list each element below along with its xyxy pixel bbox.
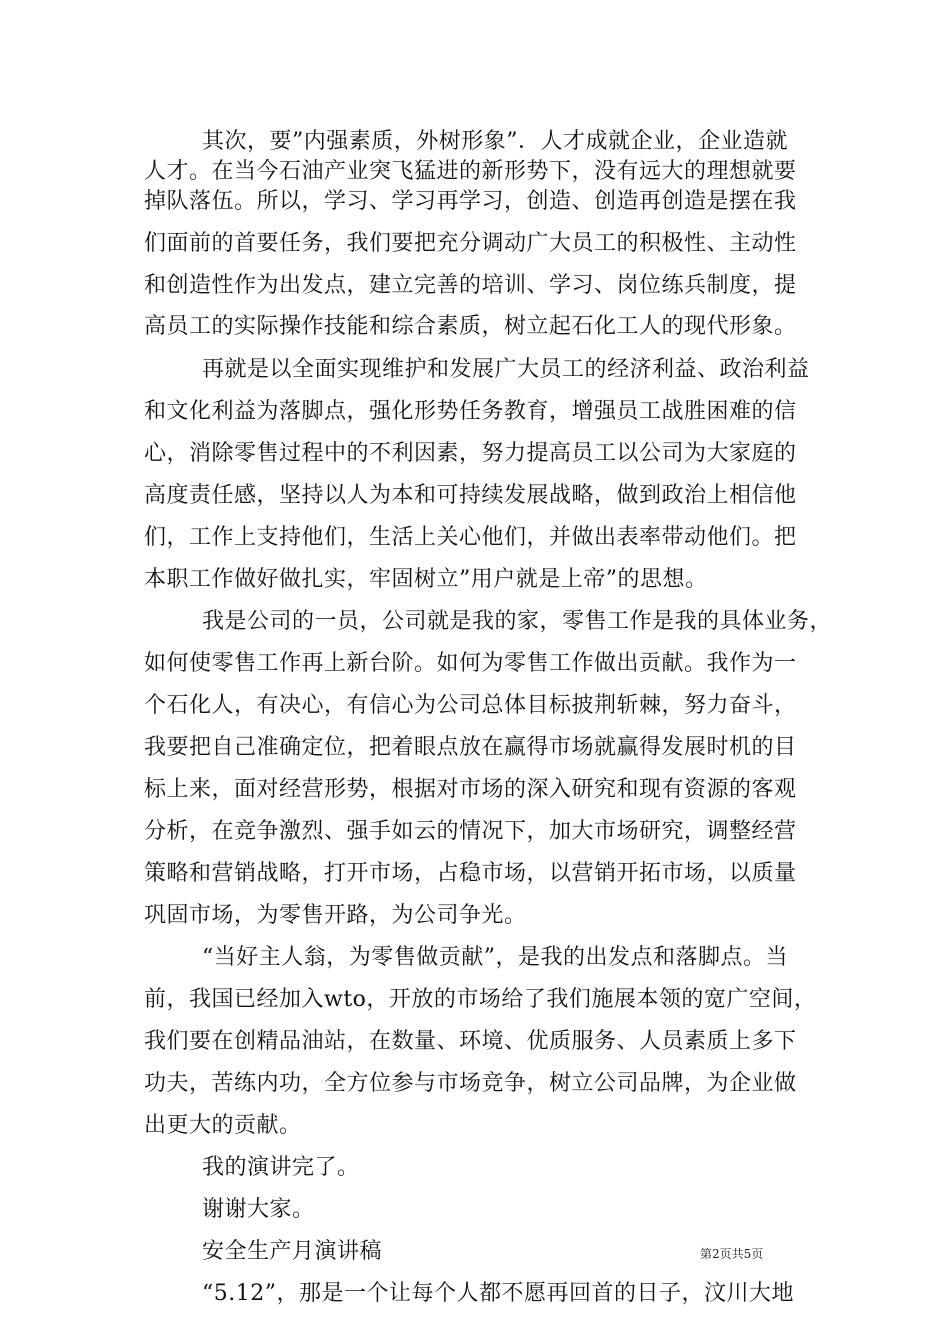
text-line: 其次，要”内强素质，外树形象”．人才成就企业，企业造就 — [202, 129, 788, 154]
text-line: 如何使零售工作再上新台阶。如何为零售工作做出贡献。我作为一 — [144, 651, 797, 676]
text-line: 和文化利益为落脚点，强化形势任务教育，增强员工战胜困难的信 — [144, 399, 797, 424]
text-line: 人才。在当今石油产业突飞猛进的新形势下，没有远大的理想就要 — [144, 159, 797, 184]
text-line: 我是公司的一员，公司就是我的家，零售工作是我的具体业务， — [202, 609, 833, 634]
page-indicator: 第2页共5页 — [700, 1247, 764, 1261]
text-line: 们面前的首要任务，我们要把充分调动广大员工的积极性、主动性 — [144, 231, 797, 256]
text-line: 巩固市场，为零售开路，为公司争光。 — [144, 903, 527, 928]
text-line: 分析，在竞争激烈、强手如云的情况下，加大市场研究，调整经营 — [144, 819, 797, 844]
text-line: 本职工作做好做扎实，牢固树立”用户就是上帝”的思想。 — [144, 567, 708, 592]
text-line: 们，工作上支持他们，生活上关心他们，并做出表率带动他们。把 — [144, 525, 797, 550]
text-line: 策略和营销战略，打开市场，占稳市场，以营销开拓市场，以质量 — [144, 861, 797, 886]
text-line: 我们要在创精品油站，在数量、环境、优质服务、人员素质上多下 — [144, 1029, 797, 1054]
text-line: 掉队落伍。所以，学习、学习再学习，创造、创造再创造是摆在我 — [144, 189, 797, 214]
text-line: 我的演讲完了。 — [202, 1155, 360, 1180]
text-line: 心，消除零售过程中的不利因素，努力提高员工以公司为大家庭的 — [144, 441, 797, 466]
text-line: 我要把自己准确定位，把着眼点放在赢得市场就赢得发展时机的目 — [144, 735, 797, 760]
text-line: 谢谢大家。 — [202, 1197, 315, 1222]
section-title: 安全生产月演讲稿 — [202, 1239, 383, 1264]
text-line: 标上来，面对经营形势，根据对市场的深入研究和现有资源的客观 — [144, 777, 797, 802]
text-line: “当好主人翁，为零售做贡献”，是我的出发点和落脚点。当 — [202, 945, 788, 970]
text-line: 个石化人，有决心，有信心为公司总体目标披荆斩棘，努力奋斗， — [144, 693, 797, 718]
text-line: 再就是以全面实现维护和发展广大员工的经济利益、政治利益 — [202, 357, 810, 382]
text-line: 高员工的实际操作技能和综合素质，树立起石化工人的现代形象。 — [144, 314, 797, 339]
text-line: 出更大的贡献。 — [144, 1113, 302, 1138]
text-line: 和创造性作为出发点，建立完善的培训、学习、岗位练兵制度，提 — [144, 273, 797, 298]
text-line: “5.12”，那是一个让每个人都不愿再回首的日子，汶川大地 — [202, 1281, 794, 1306]
text-line: 前，我国已经加入wto，开放的市场给了我们施展本领的宽广空间， — [144, 987, 817, 1012]
text-line: 高度责任感，坚持以人为本和可持续发展战略，做到政治上相信他 — [144, 483, 797, 508]
text-line: 功夫，苦练内功，全方位参与市场竞争，树立公司品牌，为企业做 — [144, 1071, 797, 1096]
